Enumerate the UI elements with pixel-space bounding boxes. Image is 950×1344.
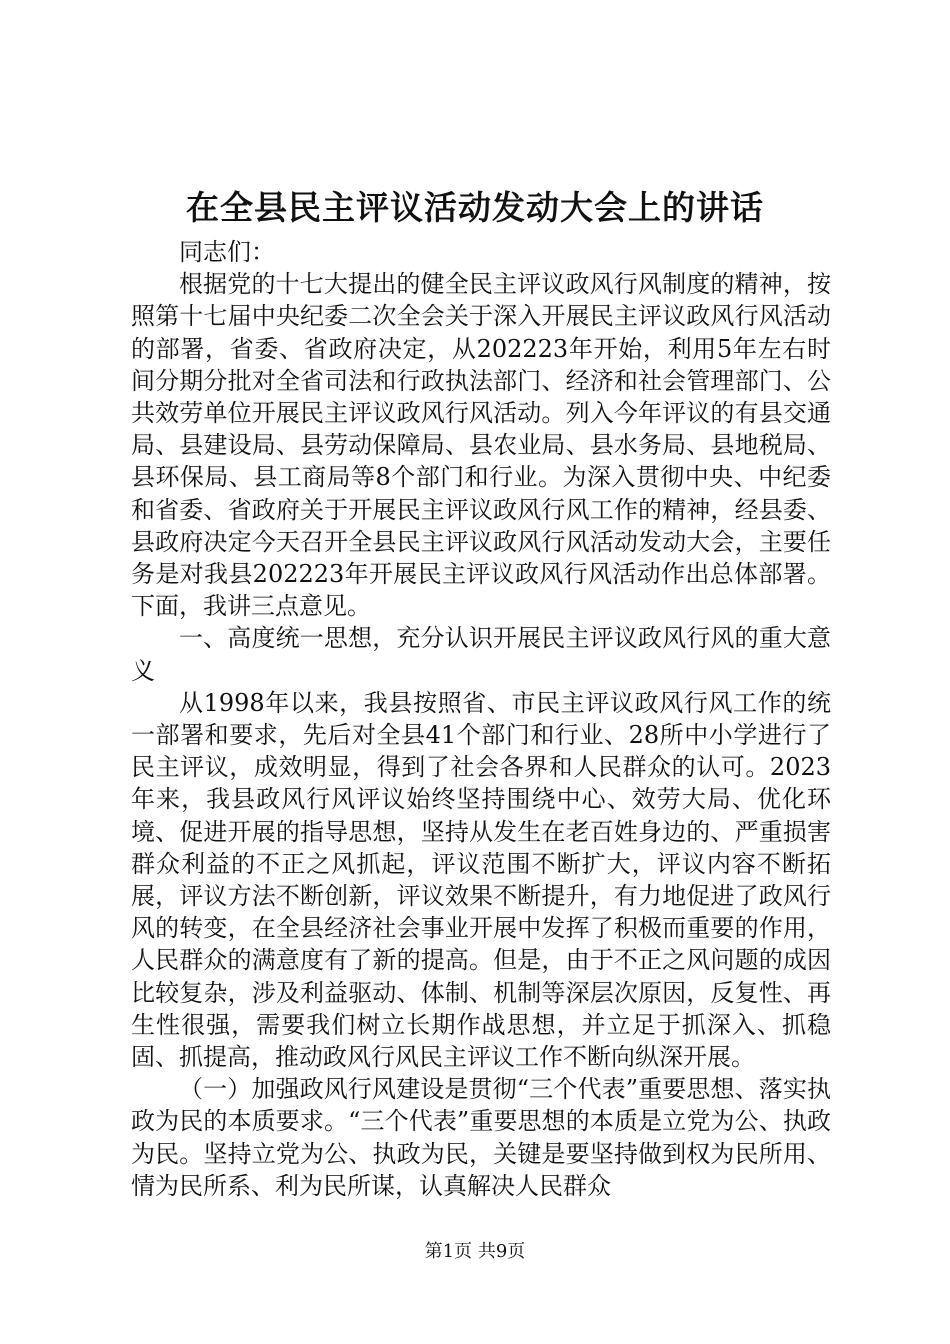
section-heading: 一、高度统一思想，充分认识开展民主评议政风行风的重大意义 bbox=[131, 624, 831, 685]
paragraph: 根据党的十七大提出的健全民主评议政风行风制度的精神，按照第十七届中央纪委二次全会关于深入开展民主评议政风行风活动的部署，省委、省政府决定，从202223年开始，利用5年左右时间分期分批对全省司法和行政执法部门、经济和社会管理部门、公共效劳单位开展民主评议政风行风活动。列入今年评议的有县交通局、县建设局、县劳动保障局、县农业局、县水务局、县地税局、县环保局、县工商局等8个部门和行业。为深入贯彻中央、中纪委和省委、省政府关于开展民主评议政风行风工作的精神，经县委、县政府决定今天召开全县民主评议政风行风活动发动大会，主要任务是对我县202223年开展民主评议政风行风活动作出总体部署。下面，我讲三点意见。 bbox=[131, 270, 831, 621]
salutation: 同志们： bbox=[179, 238, 275, 266]
document-title: 在全县民主评议活动发动大会上的讲话 bbox=[186, 188, 764, 227]
document-body bbox=[131, 236, 831, 1202]
page-footer: 第1页 共9页 bbox=[424, 1241, 526, 1262]
paragraph: （一）加强政风行风建设是贯彻“三个代表”重要思想、落实执政为民的本质要求。“三个代表”重要思想的本质是立党为公、执政为民。坚持立党为公、执政为民，关键是要坚持做到权为民所用、情为民所系、利为民所谋，认真解决人民群众 bbox=[131, 1075, 831, 1200]
paragraph: 从1998年以来，我县按照省、市民主评议政风行风工作的统一部署和要求，先后对全县41个部门和行业、28所中小学进行了民主评议，成效明显，得到了社会各界和人民群众的认可。2023年来，我县政风行风评议始终坚持围绕中心、效劳大局、优化环境、促进开展的指导思想，坚持从发生在老百姓身边的、严重损害群众利益的不正之风抓起，评议范围不断扩大，评议内容不断拓展，评议方法不断创新，评议效果不断提升，有力地促进了政风行风的转变，在全县经济社会事业开展中发挥了积极而重要的作用，人民群众的满意度有了新的提高。但是，由于不正之风问题的成因比较复杂，涉及利益驱动、体制、机制等深层次原因，反复性、再生性很强，需要我们树立长期作战思想，并立足于抓深入、抓稳固、抓提高，推动政风行风民主评议工作不断向纵深开展。 bbox=[131, 688, 831, 1072]
